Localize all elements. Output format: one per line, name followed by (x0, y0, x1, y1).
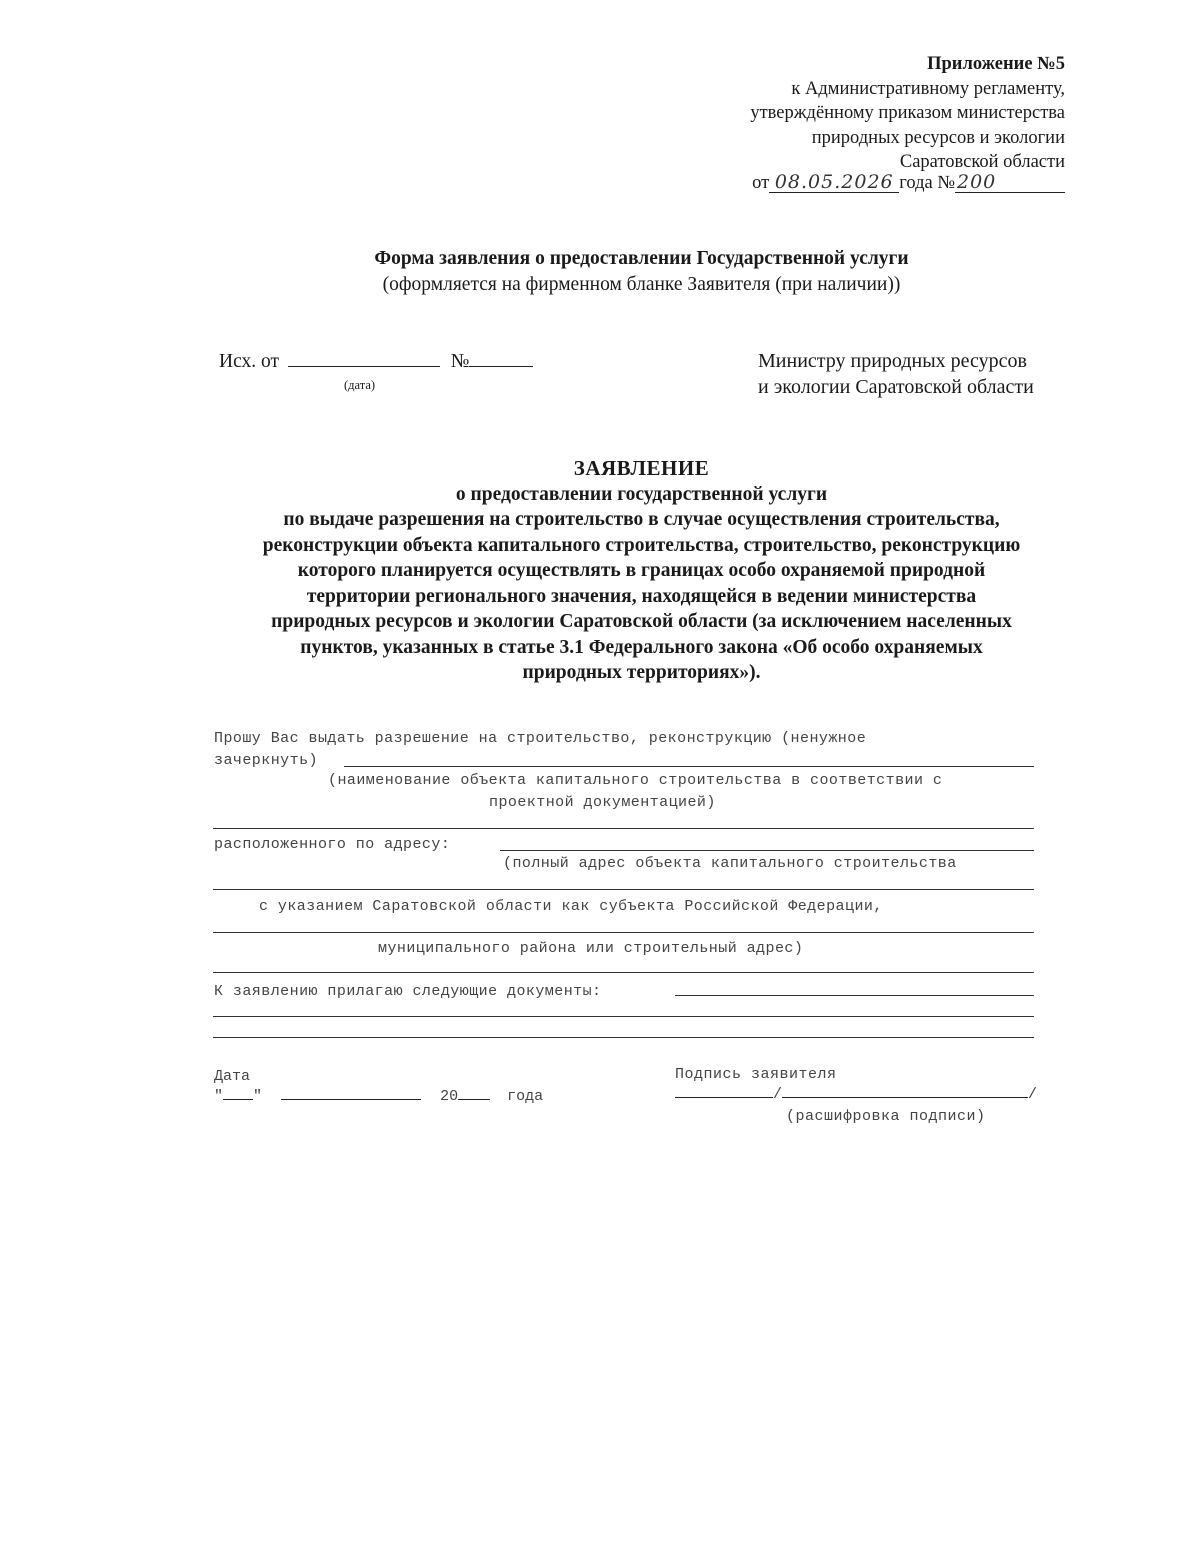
date-label: Дата (214, 1068, 251, 1085)
form-subtitle: (оформляется на фирменном бланке Заявителя (при наличии)) (382, 274, 901, 295)
attachments-label: К заявлению прилагаю следующие документы: (214, 983, 602, 1000)
statement-line: природных ресурсов и экологии Саратовской области (за исключением населенных (271, 611, 1012, 632)
recipient-block (758, 348, 1034, 400)
address-label: расположенного по адресу: (214, 836, 451, 853)
statement-line: которого планируется осуществлять в границах особо охраняемой природной (297, 560, 986, 581)
outgoing-number-field[interactable] (469, 366, 533, 367)
appendix-line: к Административному регламенту, (791, 78, 1065, 99)
address-field-4[interactable] (213, 972, 1034, 973)
statement-line: природных территориях»). (522, 662, 761, 683)
slash: / (773, 1086, 783, 1103)
handwritten-date: 08.05.2026 (769, 172, 899, 193)
request-line-2: зачеркнуть) (214, 752, 318, 769)
quote-close: " (253, 1088, 263, 1105)
outgoing-number-label: № (450, 351, 470, 372)
appendix-date-line (752, 172, 1065, 194)
statement-line: о предоставлении государственной услуги (455, 483, 828, 505)
address-caption-3: муниципального района или строительный адрес) (378, 940, 804, 957)
address-caption-1: (полный адрес объекта капитального строительства (503, 855, 957, 872)
statement-line: по выдаче разрешения на строительство в случае осуществления строительства, (283, 509, 1000, 530)
object-name-field-2[interactable] (213, 828, 1034, 829)
address-field[interactable] (500, 850, 1034, 851)
address-field-3[interactable] (213, 932, 1034, 933)
date-fill-line (214, 1088, 543, 1105)
outgoing-ref (219, 351, 533, 373)
year-word: года (507, 1088, 544, 1105)
signature-field[interactable] (675, 1097, 773, 1098)
signature-decoding-field[interactable] (782, 1097, 1028, 1098)
date-caption: (дата) (344, 378, 376, 392)
recipient-line: и экологии Саратовской области (758, 376, 1034, 398)
address-field-2[interactable] (213, 889, 1034, 890)
outgoing-label: Исх. от (219, 351, 279, 372)
year-label: года № (899, 173, 955, 193)
statement-line: реконструкции объекта капитального строительства, строительство, реконструкцию (262, 534, 1021, 556)
attachments-field-2[interactable] (213, 1016, 1034, 1017)
appendix-line: Саратовской области (899, 152, 1065, 172)
request-line-1: Прошу Вас выдать разрешение на строительство, реконструкцию (ненужное (214, 730, 867, 747)
signature-caption: (расшифровка подписи) (786, 1108, 986, 1125)
statement-block (0, 456, 1200, 686)
appendix-line: природных ресурсов и экологии (811, 127, 1065, 148)
date-prefix: от (752, 173, 770, 193)
appendix-line: утверждённому приказом министерства (750, 103, 1065, 123)
statement-line: территории регионального значения, находящейся в ведении министерства (306, 585, 977, 607)
day-field[interactable] (223, 1099, 253, 1100)
signature-line (675, 1086, 1037, 1103)
object-caption-2: проектной документацией) (489, 794, 716, 811)
form-title: Форма заявления о предоставлении Государственной услуги (374, 248, 909, 269)
signature-label: Подпись заявителя (675, 1066, 837, 1083)
century-label: 20 (440, 1088, 459, 1105)
slash: / (1028, 1086, 1038, 1103)
quote-open: " (214, 1088, 224, 1105)
attachments-field-3[interactable] (213, 1037, 1034, 1038)
statement-heading: ЗАЯВЛЕНИЕ (573, 456, 710, 480)
appendix-title: Приложение №5 (927, 54, 1065, 74)
handwritten-number: 200 (955, 172, 1065, 193)
object-caption-1: (наименование объекта капитального строительства в соответствии с (328, 772, 943, 789)
month-field[interactable] (281, 1099, 421, 1100)
address-caption-2: с указанием Саратовской области как субъекта Российской Федерации, (259, 898, 883, 915)
recipient-line: Министру природных ресурсов (758, 350, 1027, 372)
object-name-field[interactable] (344, 766, 1034, 767)
outgoing-date-field[interactable] (288, 366, 440, 367)
appendix-block (750, 52, 1065, 175)
attachments-field[interactable] (675, 995, 1034, 996)
form-title-block (0, 246, 1200, 298)
year-field[interactable] (458, 1099, 490, 1100)
statement-line: пунктов, указанных в статье 3.1 Федерального закона «Об особо охраняемых (300, 636, 983, 658)
